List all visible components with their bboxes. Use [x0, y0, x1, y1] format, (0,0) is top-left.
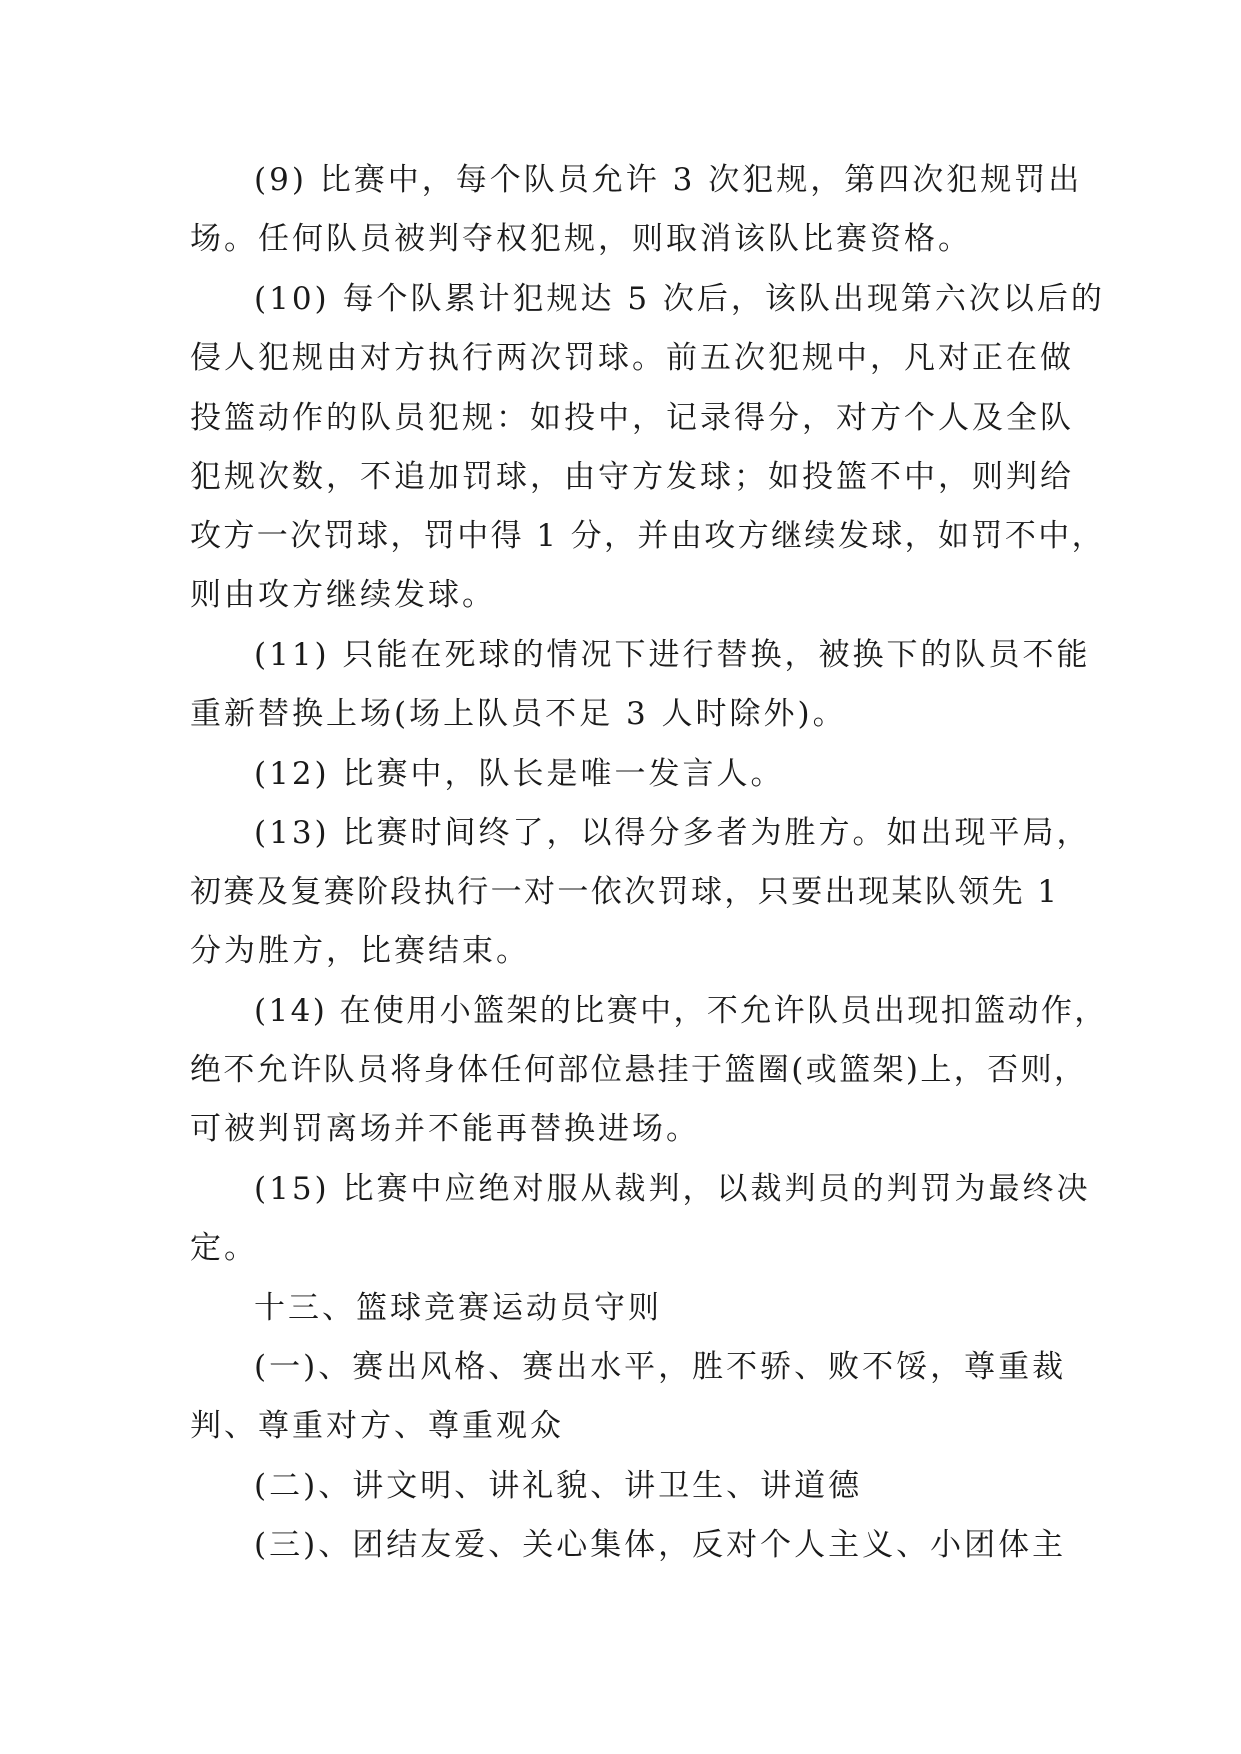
paragraph-rule-10-line-1: (10) 每个队累计犯规达 5 次后，该队出现第六次以后的	[254, 281, 1105, 317]
paragraph-rule-9-line-2: 场。任何队员被判夺权犯规，则取消该队比赛资格。	[190, 221, 972, 257]
code-item-1-line-2: 判、尊重对方、尊重观众	[190, 1408, 564, 1444]
paragraph-rule-10-line-4: 犯规次数，不追加罚球，由守方发球；如投篮不中，则判给	[190, 459, 1074, 495]
paragraph-rule-10-line-5: 攻方一次罚球，罚中得 1 分，并由攻方继续发球，如罚不中，	[190, 518, 1106, 554]
paragraph-rule-14-line-2: 绝不允许队员将身体任何部位悬挂于篮圈(或篮架)上，否则，	[190, 1052, 1088, 1088]
paragraph-rule-15-line-1: (15) 比赛中应绝对服从裁判，以裁判员的判罚为最终决	[254, 1171, 1091, 1207]
paragraph-rule-12-line-1: (12) 比赛中，队长是唯一发言人。	[254, 756, 785, 792]
paragraph-rule-11-line-2: 重新替换上场(场上队员不足 3 人时除外)。	[190, 696, 847, 732]
paragraph-rule-11-line-1: (11) 只能在死球的情况下进行替换，被换下的队员不能	[254, 637, 1091, 673]
code-item-2-line-1: (二)、讲文明、讲礼貌、讲卫生、讲道德	[254, 1468, 863, 1504]
paragraph-rule-15-line-2: 定。	[190, 1230, 258, 1266]
section-heading-13: 十三、篮球竞赛运动员守则	[254, 1290, 662, 1326]
paragraph-rule-10-line-3: 投篮动作的队员犯规：如投中，记录得分，对方个人及全队	[190, 400, 1074, 436]
paragraph-rule-13-line-1: (13) 比赛时间终了，以得分多者为胜方。如出现平局，	[254, 815, 1091, 851]
paragraph-rule-14-line-1: (14) 在使用小篮架的比赛中，不允许队员出现扣篮动作，	[254, 993, 1108, 1029]
paragraph-rule-13-line-3: 分为胜方，比赛结束。	[190, 933, 530, 969]
paragraph-rule-9-line-1: (9) 比赛中，每个队员允许 3 次犯规，第四次犯规罚出	[254, 162, 1083, 198]
paragraph-rule-10-line-6: 则由攻方继续发球。	[190, 577, 496, 613]
paragraph-rule-14-line-3: 可被判罚离场并不能再替换进场。	[190, 1111, 700, 1147]
code-item-3-line-1: (三)、团结友爱、关心集体，反对个人主义、小团体主	[254, 1527, 1067, 1563]
paragraph-rule-10-line-2: 侵人犯规由对方执行两次罚球。前五次犯规中，凡对正在做	[190, 340, 1074, 376]
paragraph-rule-13-line-2: 初赛及复赛阶段执行一对一依次罚球，只要出现某队领先 1	[190, 874, 1060, 910]
code-item-1-line-1: (一)、赛出风格、赛出水平，胜不骄、败不馁，尊重裁	[254, 1349, 1067, 1385]
